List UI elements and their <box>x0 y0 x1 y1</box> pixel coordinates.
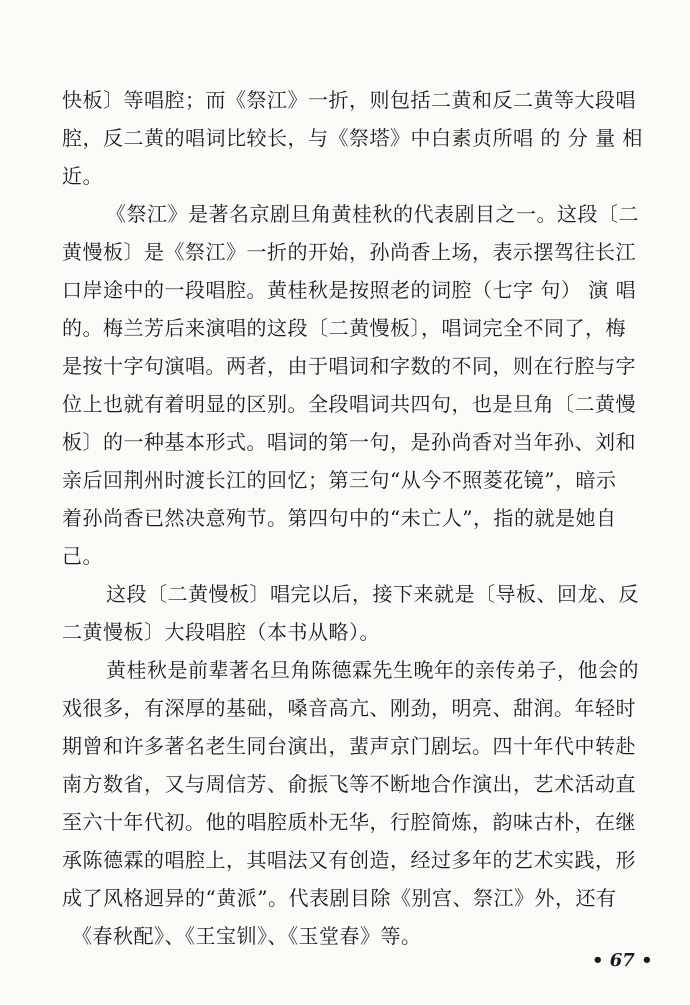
text-line: 戏很多，有深厚的基础，嗓音高亢、刚劲，明亮、甜润。年轻时 <box>62 696 636 720</box>
text-line: 《祭江》是著名京剧旦角黄桂秋的代表剧目之一。这段〔二 <box>106 202 639 226</box>
text-line: 黄慢板〕是《祭江》一折的开始，孙尚香上场，表示摆驾往长江 <box>62 240 636 264</box>
text-line: 是按十字句演唱。两者，由于唱词和字数的不同，则在行腔与字 <box>62 354 636 378</box>
text-line: 板〕的一种基本形式。唱词的第一句，是孙尚香对当年孙、刘和 <box>62 430 636 454</box>
text-line: 亲后回荆州时渡长江的回忆；第三句“从今不照菱花镜”，暗示 <box>62 468 617 492</box>
text-line: 这段〔二黄慢板〕唱完以后，接下来就是〔导板、回龙、反 <box>106 582 639 606</box>
text-line: 《春秋配》、《王宝钏》、《玉堂春》等。 <box>72 924 422 948</box>
text-line: 着孙尚香已然决意殉节。第四句中的“未亡人”，指的就是她自 <box>62 506 617 530</box>
text-line: 己。 <box>62 544 103 568</box>
text-line: 的。梅兰芳后来演唱的这段〔二黄慢板〕，唱词完全不同了，梅 <box>62 316 626 340</box>
text-line: 南方数省，又与周信芳、俞振飞等不断地合作演出，艺术活动直 <box>62 772 636 796</box>
text-line: 口岸途中的一段唱腔。黄桂秋是按照老的词腔（七字 句） 演 唱 <box>62 278 637 302</box>
text-line: 期曾和许多著名老生同台演出，蜚声京门剧坛。四十年代中转赴 <box>62 734 636 758</box>
text-line: 近。 <box>62 164 103 188</box>
text-line: 二黄慢板〕大段唱腔（本书从略）。 <box>62 620 380 644</box>
text-line: 快板〕等唱腔；而《祭江》一折，则包括二黄和反二黄等大段唱 <box>62 88 636 112</box>
text-line: 成了风格迥异的“黄派”。代表剧目除《别宫、祭江》外，还有 <box>62 886 617 910</box>
text-line: 位上也就有着明显的区别。全段唱词共四句，也是旦角〔二黄慢 <box>62 392 636 416</box>
page-number: • 67 • <box>592 950 653 971</box>
text-line: 承陈德霖的唱腔上，其唱法又有创造，经过多年的艺术实践，形 <box>62 848 636 872</box>
text-line: 腔，反二黄的唱词比较长，与《祭塔》中白素贞所唱 的 分 量 相 <box>62 126 643 150</box>
text-line: 黄桂秋是前辈著名旦角陈德霖先生晚年的亲传弟子，他会的 <box>106 658 639 682</box>
text-line: 至六十年代初。他的唱腔质朴无华，行腔简炼，韵味古朴，在继 <box>62 810 636 834</box>
